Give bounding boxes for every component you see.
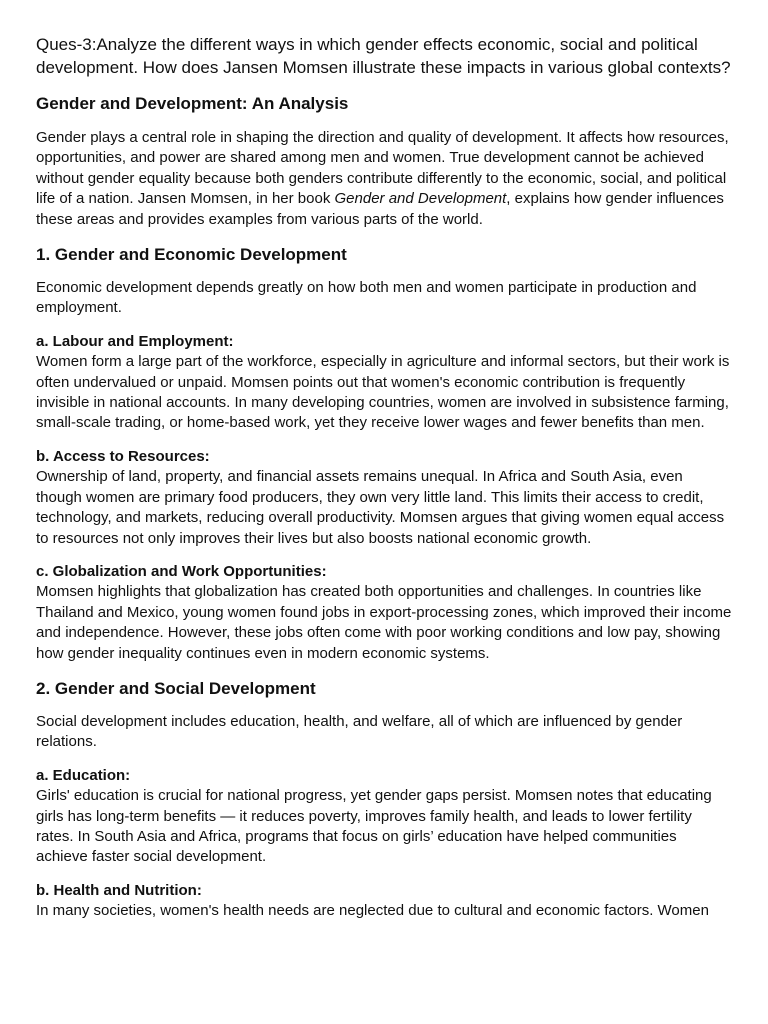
- subsection-heading: a. Labour and Employment:: [36, 332, 234, 350]
- book-title: Gender and Development: [334, 190, 507, 208]
- section-heading-social: 2. Gender and Social Development: [36, 678, 316, 698]
- question-text: Ques-3:Analyze the different ways in which gender effects economic, social and political development. How does Jansen Momsen illustrate these impacts in various global contexts?: [36, 35, 731, 77]
- subsection-heading: b. Access to Resources:: [36, 447, 210, 465]
- section-heading-economic: 1. Gender and Economic Development: [36, 245, 347, 265]
- intro-text-after: , explains how gender influences these areas and provides examples from various parts of the world.: [36, 190, 724, 228]
- subsection-resources: [36, 447, 732, 549]
- subsection-health: [36, 881, 732, 922]
- subsection-heading: c. Globalization and Work Opportunities:: [36, 562, 327, 580]
- subsection-text: Girls' education is crucial for national progress, yet gender gaps persist. Momsen notes that educating girls has long-term benefits — it reduces poverty, improves family health, and leads to lower fertility rates. In South Asia and Africa, programs that focus on girls’ education have helped communities achieve faster social development.: [36, 787, 712, 866]
- document-title: Gender and Development: An Analysis: [36, 94, 349, 113]
- subsection-text: Ownership of land, property, and financial assets remains unequal. In Africa and South Asia, even though women are primary food producers, they own very little land. This limits their access to credit, technology, and markets, reducing overall productivity. Momsen argues that giving women equal access to resources not only improves their lives but also boosts national economic growth.: [36, 468, 725, 547]
- subsection-labour: [36, 332, 732, 434]
- section-intro-economic: Economic development depends greatly on how both men and women participate in production and employment.: [36, 279, 697, 317]
- intro-paragraph: [36, 128, 732, 230]
- subsection-education: [36, 766, 732, 868]
- subsection-text: In many societies, women's health needs are neglected due to cultural and economic factors. Women: [36, 902, 709, 920]
- section-intro-social: Social development includes education, health, and welfare, all of which are influenced by gender relations.: [36, 712, 683, 751]
- subsection-text: Momsen highlights that globalization has created both opportunities and challenges. In countries like Thailand and Mexico, young women found jobs in export-processing zones, which improved their income and independence. However, these jobs often come with poor working conditions and low pay, showing how gender inequality continues even in modern economic systems.: [36, 583, 732, 662]
- subsection-heading: b. Health and Nutrition:: [36, 881, 202, 899]
- subsection-globalization: [36, 562, 732, 664]
- intro-text-before: Gender plays a central role in shaping the direction and quality of development. It affects how resources, opportunities, and power are shared among men and women. True development cannot be achieved without gender equality because both genders contribute differently to the economic, social, and political life of a nation. Jansen Momsen, in her book: [36, 129, 729, 208]
- subsection-heading: a. Education:: [36, 766, 131, 784]
- subsection-text: Women form a large part of the workforce, especially in agriculture and informal sectors, but their work is often undervalued or unpaid. Momsen points out that women's economic contribution is frequently invisible in national accounts. In many developing countries, women are involved in subsistence farming, small-scale trading, or home-based work, yet they receive lower wages and fewer benefits than men.: [36, 353, 730, 432]
